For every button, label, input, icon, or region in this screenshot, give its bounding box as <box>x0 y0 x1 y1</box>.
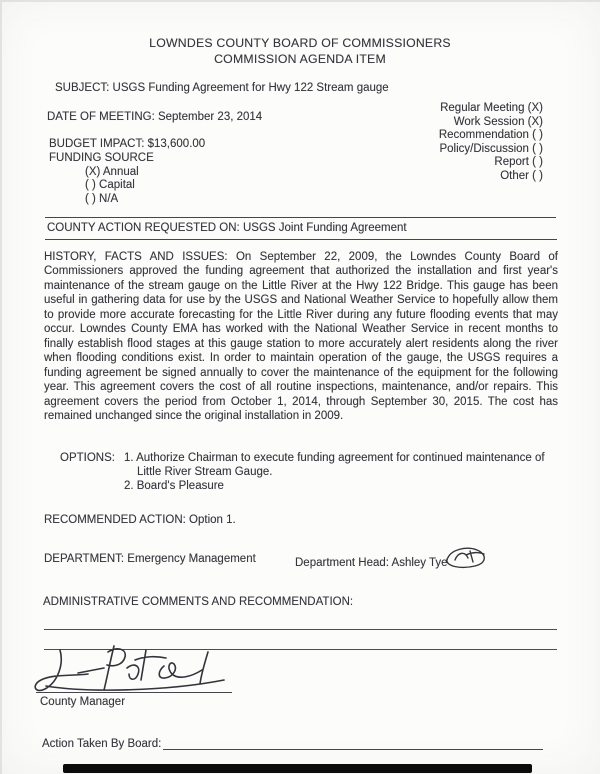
subject-value: USGS Funding Agreement for Hwy 122 Stream gauge <box>112 82 389 94</box>
meeting-type-other: Other ( ) <box>500 169 543 182</box>
budget-impact-value: $13,600.00 <box>147 138 206 150</box>
funding-option-na: ( ) N/A <box>85 192 119 205</box>
budget-impact-label: BUDGET IMPACT: <box>49 138 145 150</box>
action-taken-label: Action Taken By Board: <box>42 738 162 750</box>
document-header <box>0 36 600 67</box>
scan-artifact-bar <box>63 764 532 773</box>
meeting-type-recommendation: Recommendation ( ) <box>438 129 543 142</box>
recommended-action-label: RECOMMENDED ACTION: <box>44 514 186 526</box>
department-head-row <box>295 557 448 569</box>
department-label: DEPARTMENT: <box>44 553 125 565</box>
county-manager-signature-line <box>36 692 232 693</box>
meeting-type-work-session: Work Session (X) <box>453 115 543 128</box>
department-row <box>44 553 256 565</box>
meeting-type-report: Report ( ) <box>494 156 543 169</box>
subject-label: SUBJECT: <box>55 82 110 94</box>
funding-option-capital: ( ) Capital <box>85 179 135 192</box>
org-title: LOWNDES COUNTY BOARD OF COMMISSIONERS <box>149 36 451 50</box>
action-taken-row <box>42 736 543 750</box>
funding-source-options <box>85 166 139 206</box>
meeting-date-label: DATE OF MEETING: <box>47 111 155 123</box>
history-text: On September 22, 2009, the Lowndes County Board of Commissioners approved the funding agreement that authorized the installation and first year's maintenance of the stream gauge on the Little River at the Hwy 122 Bridge. This gauge has been useful in gathering data for use by the USGS and National Weather Service to hopefully allow them to provide more accurate forecasting for the Little River during any future flooding events that may occur. Lowndes County EMA has worked with the National Weather Service in recent months to finally establish flood stages at this gauge station to more accurately alert residents along the river when flooding conditions exist. In order to maintain operation of the gauge, the USGS requires a funding agreement be signed annually to cover the maintenance of the equipment for the following year. This agreement covers the cost of all routine inspections, maintenance, and/or repairs. This agreement covers the period from October 1, 2014, through September 30, 2015. The cost has remained unchanged since the original installation in 2009. <box>44 251 558 422</box>
funding-option-annual: (X) Annual <box>85 166 139 178</box>
history-label: HISTORY, FACTS AND ISSUES: <box>44 251 228 263</box>
admin-comments-line-1 <box>44 629 557 630</box>
options-list <box>124 452 546 493</box>
county-manager-label: County Manager <box>40 696 126 708</box>
options-label: OPTIONS: <box>60 452 115 464</box>
county-manager-signature <box>28 640 238 698</box>
divider-line-top <box>45 217 556 218</box>
meeting-type-policy-discussion: Policy/Discussion ( ) <box>439 142 543 155</box>
option-2: 2. Board's Pleasure <box>123 479 224 492</box>
recommended-action-row <box>44 514 236 526</box>
budget-impact-row <box>49 138 205 150</box>
history-facts-issues <box>44 250 558 423</box>
divider-line-bottom <box>45 239 557 240</box>
doc-type-title: COMMISSION AGENDA ITEM <box>214 51 386 66</box>
department-value: Emergency Management <box>127 553 256 565</box>
option-1: 1. Authorize Chairman to execute funding agreement for continued maintenance of Little River Stream Gauge. <box>123 452 545 478</box>
recommended-action-value: Option 1. <box>189 514 236 526</box>
admin-comments-label: ADMINISTRATIVE COMMENTS AND RECOMMENDATION: <box>43 596 354 608</box>
county-action-row <box>47 222 407 234</box>
subject-row <box>55 82 389 94</box>
county-action-label: COUNTY ACTION REQUESTED ON: <box>47 222 240 234</box>
department-head-label: Department Head: <box>295 557 389 569</box>
meeting-date-row <box>47 111 262 123</box>
meeting-date-value: September 23, 2014 <box>157 111 263 123</box>
county-action-value: USGS Joint Funding Agreement <box>242 222 407 234</box>
funding-source-label: FUNDING SOURCE <box>49 152 154 164</box>
meeting-type-regular: Regular Meeting (X) <box>440 102 543 114</box>
department-head-value: Ashley Tye <box>391 557 448 569</box>
meeting-type-checklist <box>439 102 543 184</box>
action-taken-blank-line <box>163 736 543 750</box>
department-head-signature <box>440 543 492 573</box>
options-section <box>60 452 546 493</box>
